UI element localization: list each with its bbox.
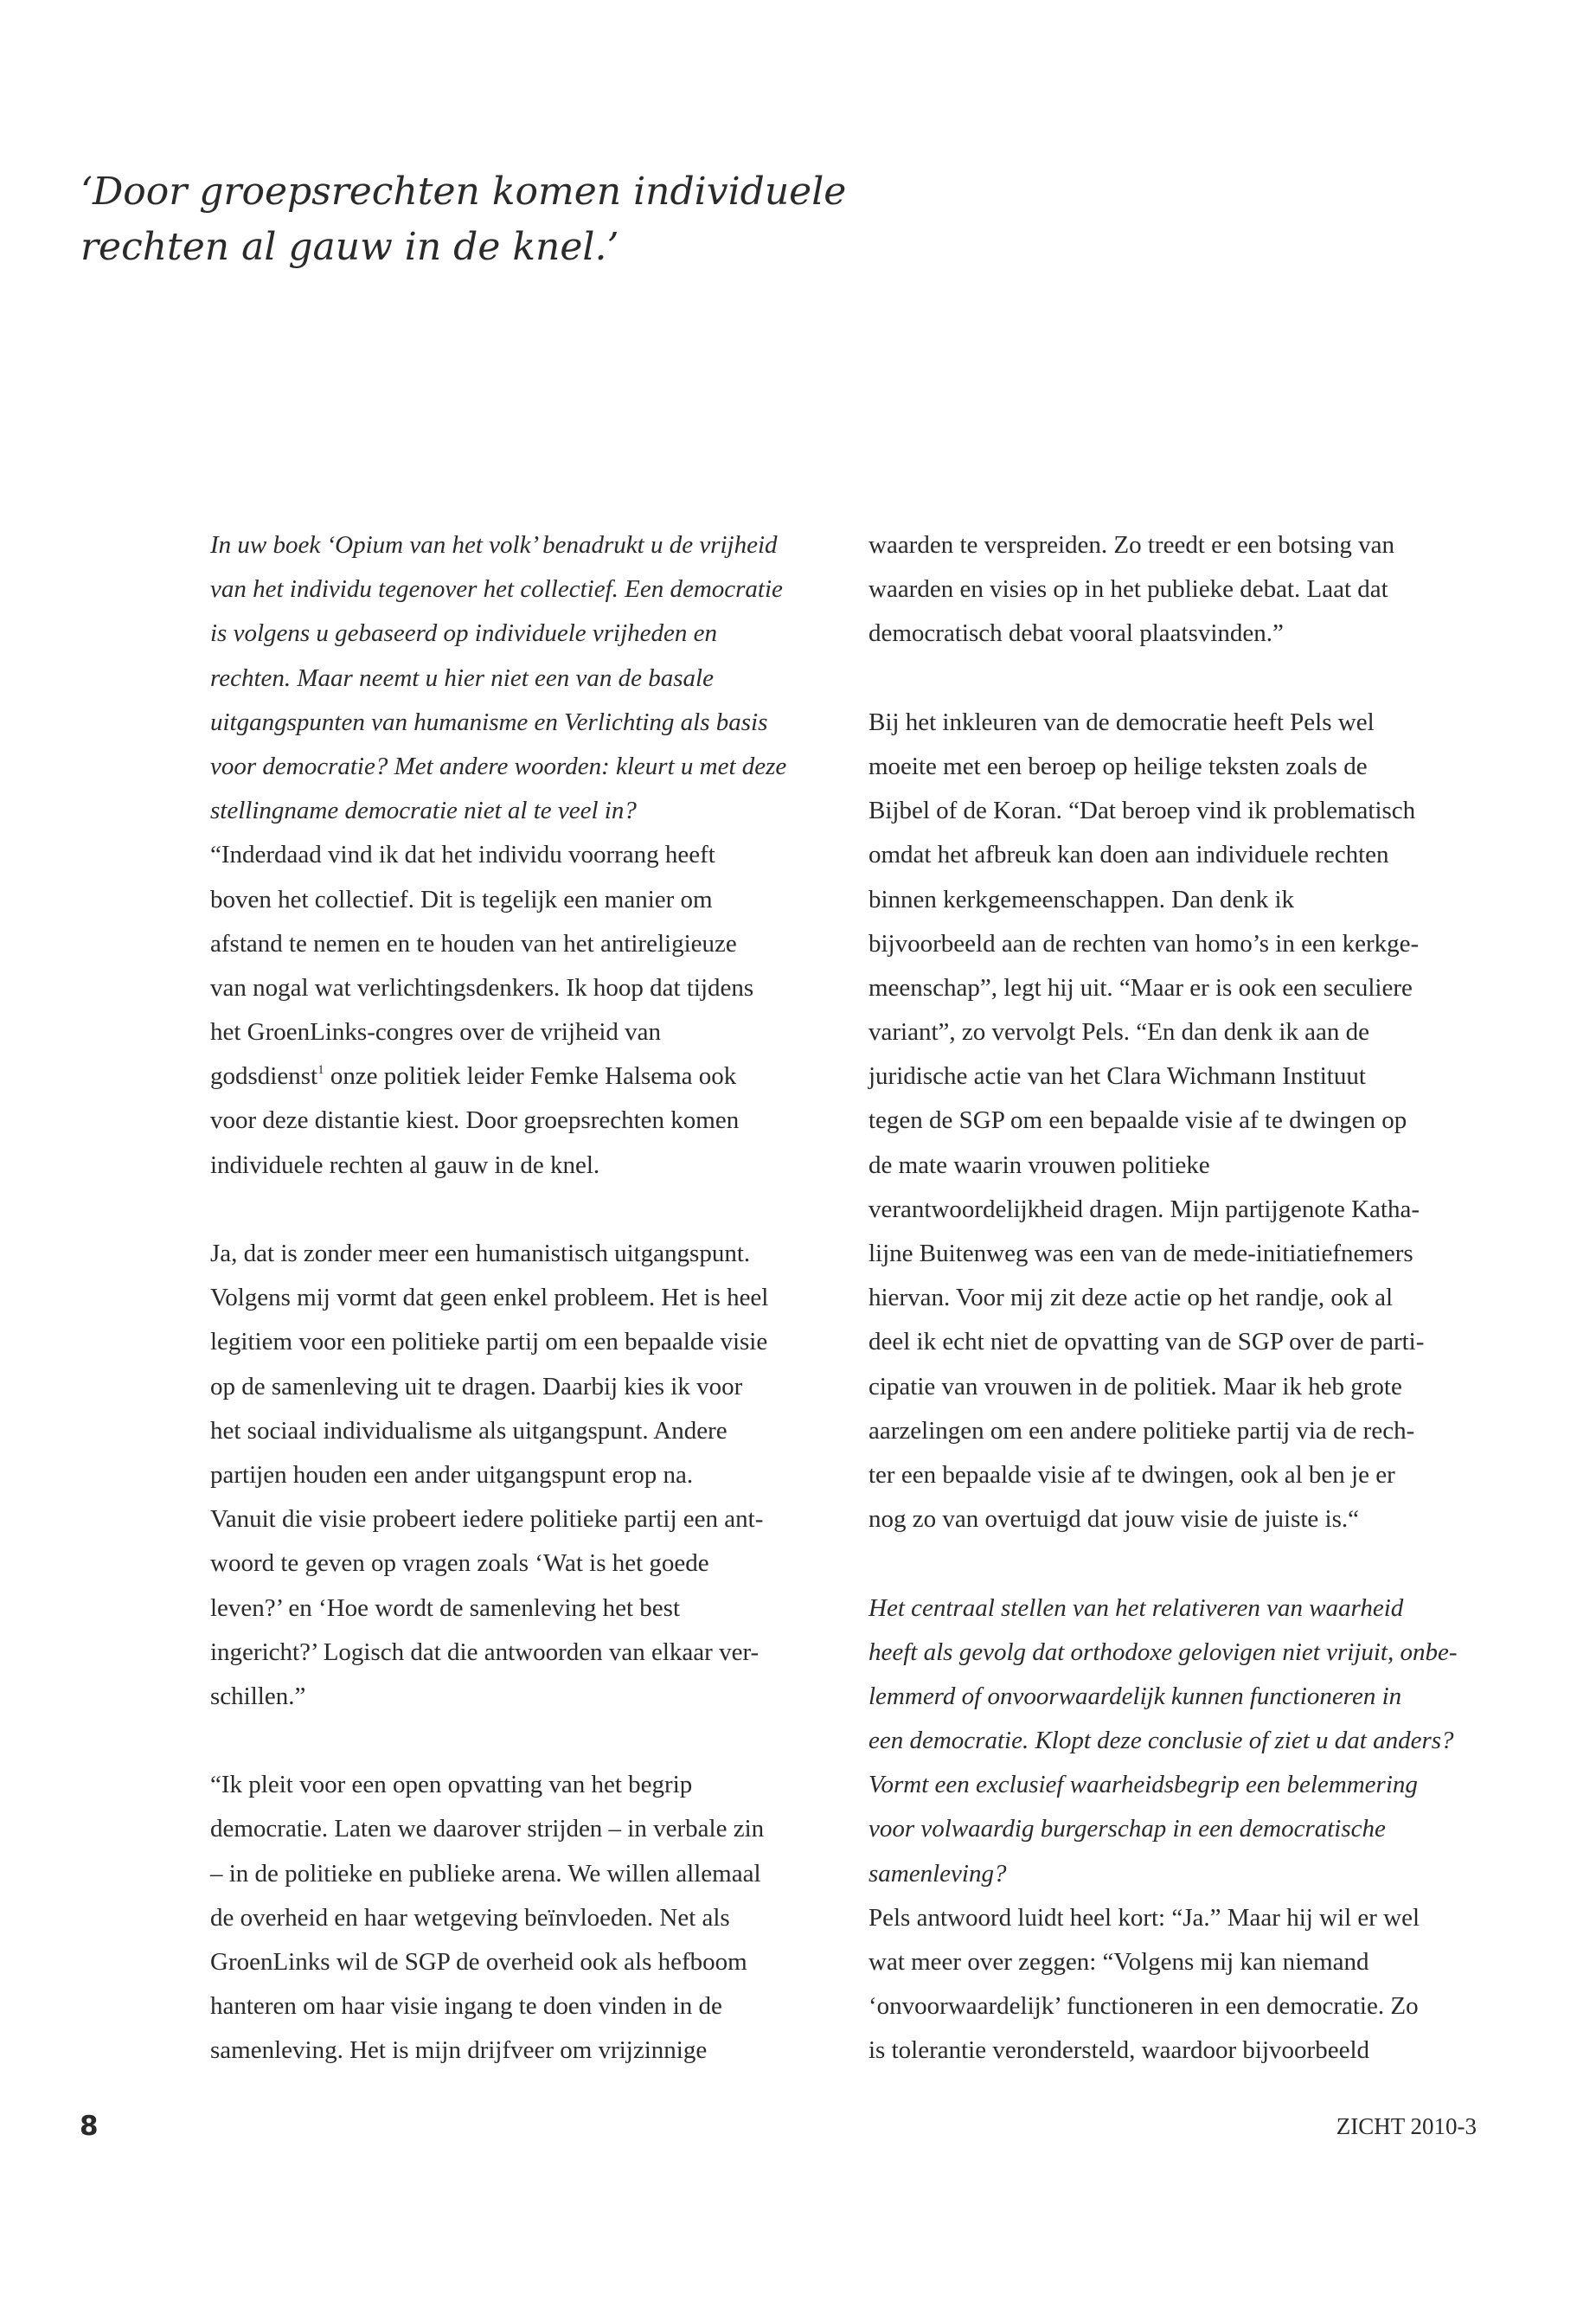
- text-line: van nogal wat verlichtingsdenkers. Ik hoop dat tijdens: [210, 973, 754, 1002]
- text-line-with-footnote: [210, 1054, 855, 1099]
- right-column: [869, 523, 1513, 2073]
- text-line: cipatie van vrouwen in de politiek. Maar ik heb grote: [869, 1372, 1402, 1400]
- text-line: voor deze distantie kiest. Door groepsrechten komen: [210, 1106, 740, 1135]
- text-line: verantwoordelijkheid dragen. Mijn partijgenote Katha-: [869, 1195, 1420, 1223]
- text-line: partijen houden een ander uitgangspunt erop na.: [210, 1460, 694, 1489]
- text-line: een democratie. Klopt deze conclusie of ziet u dat anders?: [869, 1727, 1454, 1755]
- text-line: omdat het afbreuk kan doen aan individuele rechten: [869, 841, 1389, 869]
- answer-1: [210, 833, 855, 1188]
- text-line: – in de politieke en publieke arena. We willen allemaal: [210, 1859, 761, 1888]
- paragraph-gap: [210, 1719, 855, 1763]
- text-line: tegen de SGP om een bepaalde visie af te dwingen op: [869, 1106, 1407, 1135]
- text-line: meenschap”, legt hij uit. “Maar er is ook een seculiere: [869, 973, 1413, 1002]
- footnote-word: godsdienst: [210, 1062, 318, 1091]
- paragraph: [869, 701, 1513, 1542]
- text-line: is tolerantie verondersteld, waardoor bijvoorbeeld: [869, 2036, 1369, 2065]
- text-line: Vanuit die visie probeert iedere politieke partij een ant-: [210, 1505, 764, 1534]
- text-line: democratisch debat vooral plaatsvinden.”: [869, 619, 1284, 648]
- paragraph: [210, 1763, 855, 2073]
- text-line: GroenLinks wil de SGP de overheid ook als hefboom: [210, 1948, 747, 1976]
- text-line: Ja, dat is zonder meer een humanistisch uitgangspunt.: [210, 1240, 751, 1267]
- text-line: de mate waarin vrouwen politieke: [869, 1150, 1210, 1179]
- text-line: Bij het inkleuren van de democratie heeft Pels wel: [869, 708, 1375, 736]
- text-line: waarden te verspreiden. Zo treedt er een botsing van: [869, 531, 1394, 559]
- text-line: waarden en visies op in het publieke debat. Laat dat: [869, 575, 1388, 604]
- pull-quote-line: rechten al gauw in de knel.’: [80, 225, 619, 269]
- text-line: afstand te nemen en te houden van het antireligieuze: [210, 929, 737, 958]
- text-line: ingericht?’ Logisch dat die antwoorden van elkaar ver-: [210, 1638, 760, 1666]
- text-line: schillen.”: [210, 1682, 306, 1710]
- paragraph: [869, 523, 1513, 657]
- pull-quote-line: ‘Door groepsrechten komen individuele: [80, 170, 847, 214]
- text-line: stellingname democratie niet al te veel in?: [210, 797, 637, 825]
- text-line: voor volwaardig burgerschap in een democratische: [869, 1815, 1386, 1843]
- text-line: is volgens u gebaseerd op individuele vrijheden en: [210, 619, 718, 648]
- text-line: de overheid en haar wetgeving beïnvloeden. Net als: [210, 1903, 730, 1932]
- footnote-marker: 1: [317, 1063, 324, 1078]
- question-1: [210, 523, 855, 833]
- text-line: individuele rechten al gauw in de knel.: [210, 1150, 600, 1179]
- text-line: democratie. Laten we daarover strijden – in verbale zin: [210, 1815, 765, 1843]
- text-line: woord te geven op vragen zoals ‘Wat is het goede: [210, 1549, 709, 1578]
- question-2: [869, 1586, 1513, 1896]
- text-line: het GroenLinks-congres over de vrijheid van: [210, 1018, 662, 1047]
- page-number: 8: [80, 2111, 99, 2142]
- text-line: deel ik echt niet de opvatting van de SGP over de parti-: [869, 1328, 1425, 1356]
- text-line: heeft als gevolg dat orthodoxe gelovigen niet vrijuit, onbe-: [869, 1638, 1458, 1666]
- text-line: ter een bepaalde visie af te dwingen, ook al ben je er: [869, 1460, 1395, 1489]
- text-line: boven het collectief. Dit is tegelijk een manier om: [210, 885, 713, 913]
- text-line: hiervan. Voor mij zit deze actie op het randje, ook al: [869, 1284, 1394, 1312]
- text-line: lemmerd of onvoorwaardelijk kunnen functioneren in: [869, 1682, 1402, 1710]
- left-column: [210, 523, 855, 2073]
- text-line: Bijbel of de Koran. “Dat beroep vind ik problematisch: [869, 797, 1416, 825]
- text-line: Vormt een exclusief waarheidsbegrip een belemmering: [869, 1771, 1418, 1799]
- text-line: wat meer over zeggen: “Volgens mij kan niemand: [869, 1948, 1369, 1976]
- footnote-line-rest: onze politiek leider Femke Halsema ook: [324, 1062, 737, 1091]
- text-line: hanteren om haar visie ingang te doen vinden in de: [210, 1992, 722, 2021]
- paragraph: [210, 1232, 855, 1719]
- text-line: aarzelingen om een andere politieke partij via de rech-: [869, 1416, 1415, 1445]
- answer-2: [869, 1896, 1513, 2073]
- text-line: “Ik pleit voor een open opvatting van het begrip: [210, 1771, 693, 1799]
- text-line: samenleving. Het is mijn drijfveer om vrijzinnige: [210, 2036, 708, 2065]
- text-line: Pels antwoord luidt heel kort: “Ja.” Maar hij wil er wel: [869, 1903, 1420, 1932]
- text-line: Volgens mij vormt dat geen enkel probleem. Het is heel: [210, 1284, 769, 1312]
- paragraph-gap: [869, 1541, 1513, 1586]
- text-line: nog zo van overtuigd dat jouw visie de juiste is.“: [869, 1505, 1360, 1534]
- text-line: het sociaal individualisme als uitgangspunt. Andere: [210, 1416, 727, 1445]
- paragraph-gap: [869, 657, 1513, 701]
- text-line: moeite met een beroep op heilige teksten zoals de: [869, 752, 1368, 780]
- text-line: bijvoorbeeld aan de rechten van homo’s in een kerkge-: [869, 929, 1420, 958]
- text-line: van het individu tegenover het collectief. Een democratie: [210, 575, 783, 604]
- paragraph-gap: [210, 1188, 855, 1232]
- text-line: op de samenleving uit te dragen. Daarbij kies ik voor: [210, 1372, 743, 1400]
- text-line: legitiem voor een politieke partij om een bepaalde visie: [210, 1328, 768, 1356]
- text-line: juridische actie van het Clara Wichmann Instituut: [869, 1062, 1366, 1091]
- text-line: “Inderdaad vind ik dat het individu voorrang heeft: [210, 841, 715, 869]
- journal-issue: ZICHT 2010-3: [1336, 2113, 1477, 2139]
- text-line: lijne Buitenweg was een van de mede-initiatiefnemers: [869, 1240, 1413, 1267]
- text-line: samenleving?: [869, 1859, 1007, 1888]
- text-line: binnen kerkgemeenschappen. Dan denk ik: [869, 885, 1295, 913]
- text-line: uitgangspunten van humanisme en Verlichting als basis: [210, 708, 768, 736]
- text-line: variant”, zo vervolgt Pels. “En dan denk ik aan de: [869, 1018, 1369, 1047]
- pull-quote: [80, 164, 945, 275]
- text-line: Het centraal stellen van het relativeren van waarheid: [869, 1593, 1404, 1622]
- text-line: rechten. Maar neemt u hier niet een van de basale: [210, 663, 714, 692]
- text-line: ‘onvoorwaardelijk’ functioneren in een democratie. Zo: [869, 1992, 1419, 2021]
- text-line: voor democratie? Met andere woorden: kleurt u met deze: [210, 752, 787, 780]
- text-line: leven?’ en ‘Hoe wordt de samenleving het best: [210, 1593, 681, 1622]
- text-line: In uw boek ‘Opium van het volk’ benadrukt u de vrijheid: [210, 531, 778, 559]
